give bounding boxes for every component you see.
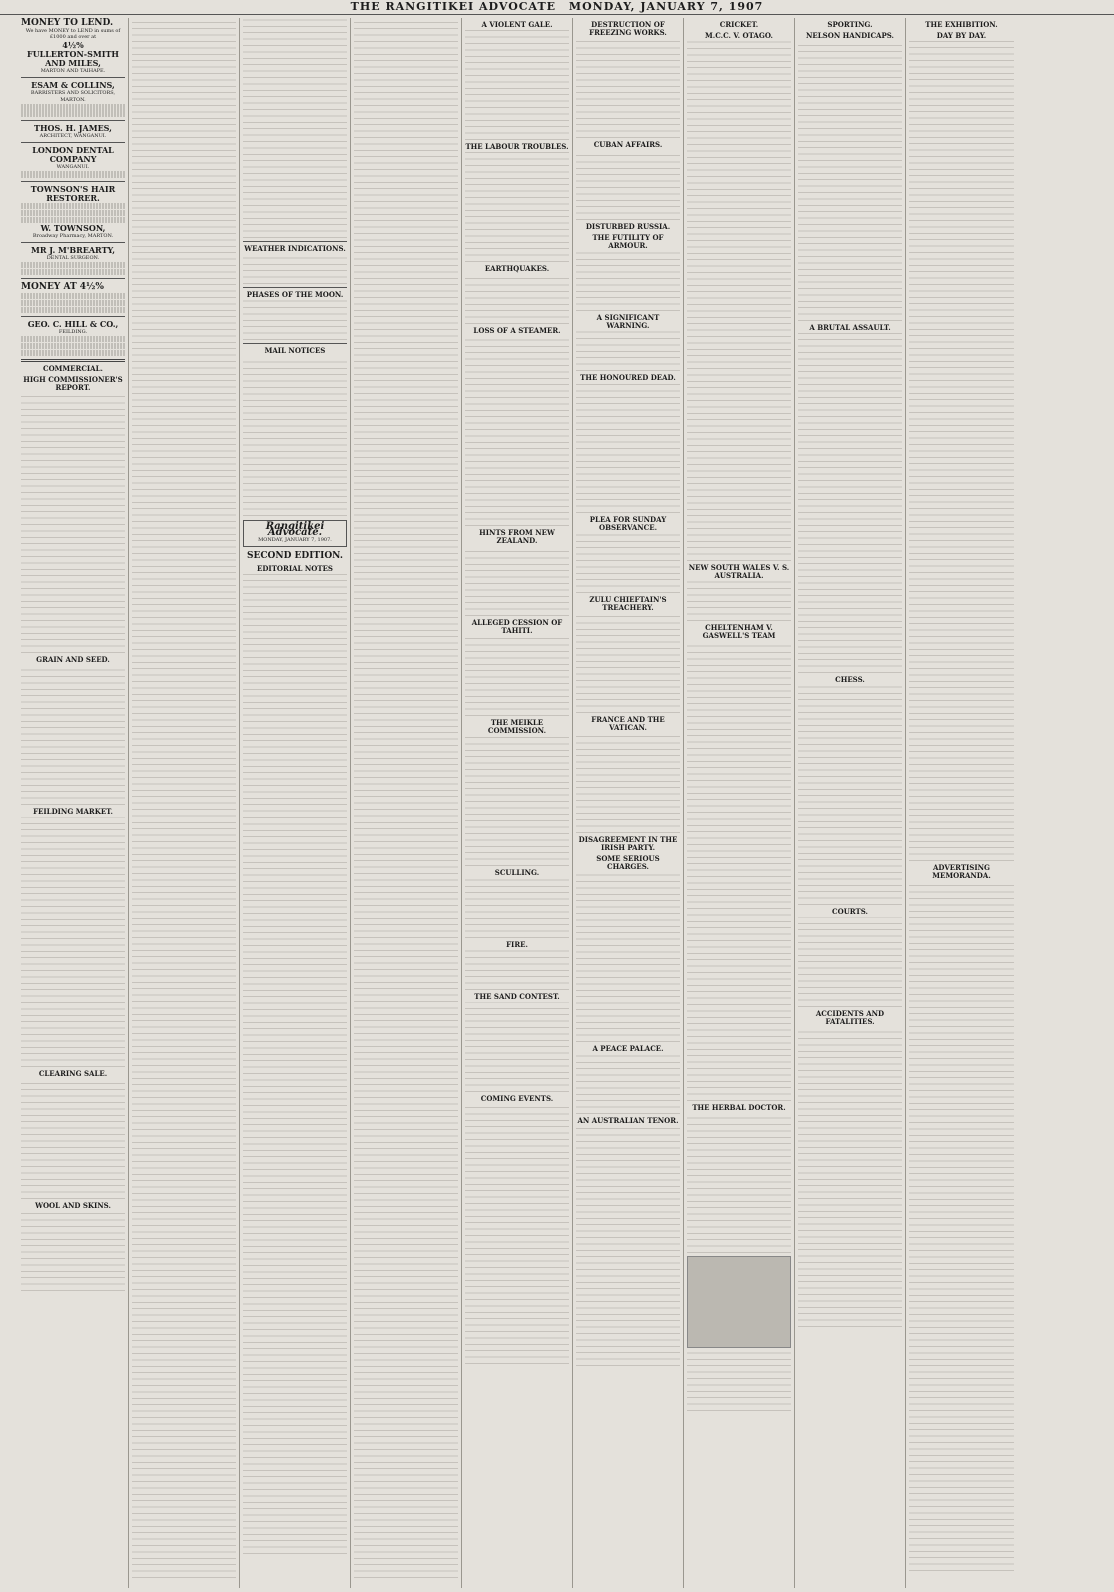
coming-heading: COMING EVENTS.: [480, 1094, 554, 1103]
advertising-heading: ADVERTISING MEMORANDA.: [932, 863, 991, 880]
irish-heading: DISAGREEMENT IN THE IRISH PARTY.: [578, 835, 678, 852]
column-9: [906, 18, 1017, 1588]
labour-heading: THE LABOUR TROUBLES.: [465, 142, 569, 151]
violent-gale-heading: A VIOLENT GALE.: [481, 20, 553, 29]
column-7: [684, 18, 795, 1588]
hill-company-line: FEILDING.: [58, 328, 88, 335]
cricket-heading: CRICKET.: [719, 20, 759, 29]
commercial-heading: COMMERCIAL.: [43, 364, 103, 374]
page-date: MONDAY, JANUARY 7, 1907: [568, 0, 764, 13]
townson-name: W. TOWNSON,: [40, 222, 106, 233]
mail-heading: MAIL NOTICES: [264, 346, 326, 355]
courts-heading: COURTS.: [832, 907, 868, 916]
tenor-heading: AN AUSTRALIAN TENOR.: [577, 1116, 679, 1125]
column-1: [18, 18, 129, 1588]
mbrearty-line: DENTAL SURGEON.: [46, 255, 100, 262]
mcc-heading: M.C.C. V. OTAGO.: [705, 31, 773, 40]
architect-name: THOS. H. JAMES,: [34, 122, 112, 133]
fire-heading: FIRE.: [506, 940, 528, 949]
column-6: [573, 18, 684, 1588]
earthquakes-heading: EARTHQUAKES.: [484, 264, 550, 273]
grain-heading: GRAIN AND SEED.: [36, 655, 110, 665]
mbrearty-name: MR J. M'BREARTY,: [31, 245, 115, 256]
paper-masthead-title: Rangitikei Advocate.: [265, 521, 325, 539]
paper-masthead-box: [243, 520, 347, 547]
page-header: [0, 0, 1114, 15]
russia-heading: DISTURBED RUSSIA.: [585, 222, 671, 231]
column-8: [795, 18, 906, 1588]
column-5: [462, 18, 573, 1588]
column-2: [129, 18, 240, 1588]
herbal-heading: THE HERBAL DOCTOR.: [692, 1103, 786, 1112]
clearing-heading: CLEARING SALE.: [38, 1069, 108, 1079]
armour-heading: THE FUTILITY OF ARMOUR.: [592, 233, 664, 250]
feilding-heading: FEILDING MARKET.: [33, 807, 113, 817]
second-edition: SECOND EDITION.: [247, 551, 343, 562]
exhibition-heading: THE EXHIBITION.: [925, 20, 998, 29]
columns: [18, 18, 1108, 1588]
firm-esam-line: BARRISTERS AND SOLICITORS, MARTON.: [30, 90, 116, 103]
dead-heading: THE HONOURED DEAD.: [580, 373, 676, 382]
editorial-heading: EDITORIAL NOTES: [257, 564, 333, 574]
cuban-heading: CUBAN AFFAIRS.: [593, 140, 663, 149]
firm-address: MARTON AND TAIHAPE.: [40, 67, 106, 74]
destruction-heading: DESTRUCTION OF FREEZING WORKS.: [589, 20, 667, 37]
nelson-heading: NELSON HANDICAPS.: [806, 31, 894, 40]
loss-heading: LOSS OF A STEAMER.: [473, 326, 561, 335]
money-rate: 4½%: [62, 39, 84, 50]
hc-report-heading: HIGH COMMISSIONER'S REPORT.: [23, 375, 123, 393]
accidents-heading: ACCIDENTS AND FATALITIES.: [815, 1009, 885, 1026]
meikle-heading: THE MEIKLE COMMISSION.: [487, 718, 547, 735]
hints-heading: HINTS FROM NEW ZEALAND.: [479, 528, 555, 545]
hill-company: GEO. C. HILL & CO.,: [27, 318, 119, 329]
townson-line: Broadway Pharmacy, MARTON.: [32, 232, 114, 239]
nsw-heading: NEW SOUTH WALES V. S. AUSTRALIA.: [688, 563, 790, 580]
column-4: [351, 18, 462, 1588]
phases-heading: PHASES OF THE MOON.: [246, 290, 344, 299]
sculling-heading: SCULLING.: [494, 868, 540, 877]
sunday-heading: PLEA FOR SUNDAY OBSERVANCE.: [589, 515, 667, 532]
paper-masthead-date: MONDAY, JANUARY 7, 1907.: [258, 536, 332, 543]
day-heading: DAY BY DAY.: [936, 31, 987, 40]
zulu-heading: ZULU CHIEFTAIN'S TREACHERY.: [589, 595, 667, 612]
dental-company-line: WANGANUI.: [56, 164, 90, 171]
money-at-4: MONEY AT 4½%: [21, 282, 104, 293]
sand-heading: THE SAND CONTEST.: [474, 992, 560, 1001]
vatican-heading: FRANCE AND THE VATICAN.: [591, 715, 665, 732]
money-to-lend-body: We have MONEY to LEND in sums of £1000 and over at: [25, 28, 121, 41]
advert-illustration: [687, 1256, 791, 1348]
column-3: [240, 18, 351, 1588]
weather-heading: WEATHER INDICATIONS.: [244, 244, 346, 253]
peace-heading: A PEACE PALACE.: [592, 1044, 664, 1053]
firm-fullerton: FULLERTON-SMITH AND MILES,: [27, 48, 119, 68]
chess-heading: CHESS.: [835, 675, 865, 684]
money-to-lend-title: MONEY TO LEND.: [21, 18, 114, 28]
sporting-heading: SPORTING.: [827, 20, 873, 29]
assault-heading: A BRUTAL ASSAULT.: [809, 323, 891, 332]
cheltenham-heading: CHELTENHAM V. GASWELL'S TEAM: [702, 623, 776, 640]
tahiti-heading: ALLEGED CESSION OF TAHITI.: [471, 618, 563, 635]
dental-company: LONDON DENTAL COMPANY: [32, 145, 114, 165]
architect-line: ARCHITECT, WANGANUI.: [39, 132, 107, 139]
hair-restorer: TOWNSON'S HAIR RESTORER.: [30, 183, 116, 203]
irish-sub: SOME SERIOUS CHARGES.: [596, 854, 660, 871]
firm-esam: ESAM & COLLINS,: [31, 80, 115, 91]
wool-heading: WOOL AND SKINS.: [35, 1201, 111, 1211]
paper-name: THE RANGITIKEI ADVOCATE: [350, 0, 557, 13]
warning-heading: A SIGNIFICANT WARNING.: [596, 313, 660, 330]
